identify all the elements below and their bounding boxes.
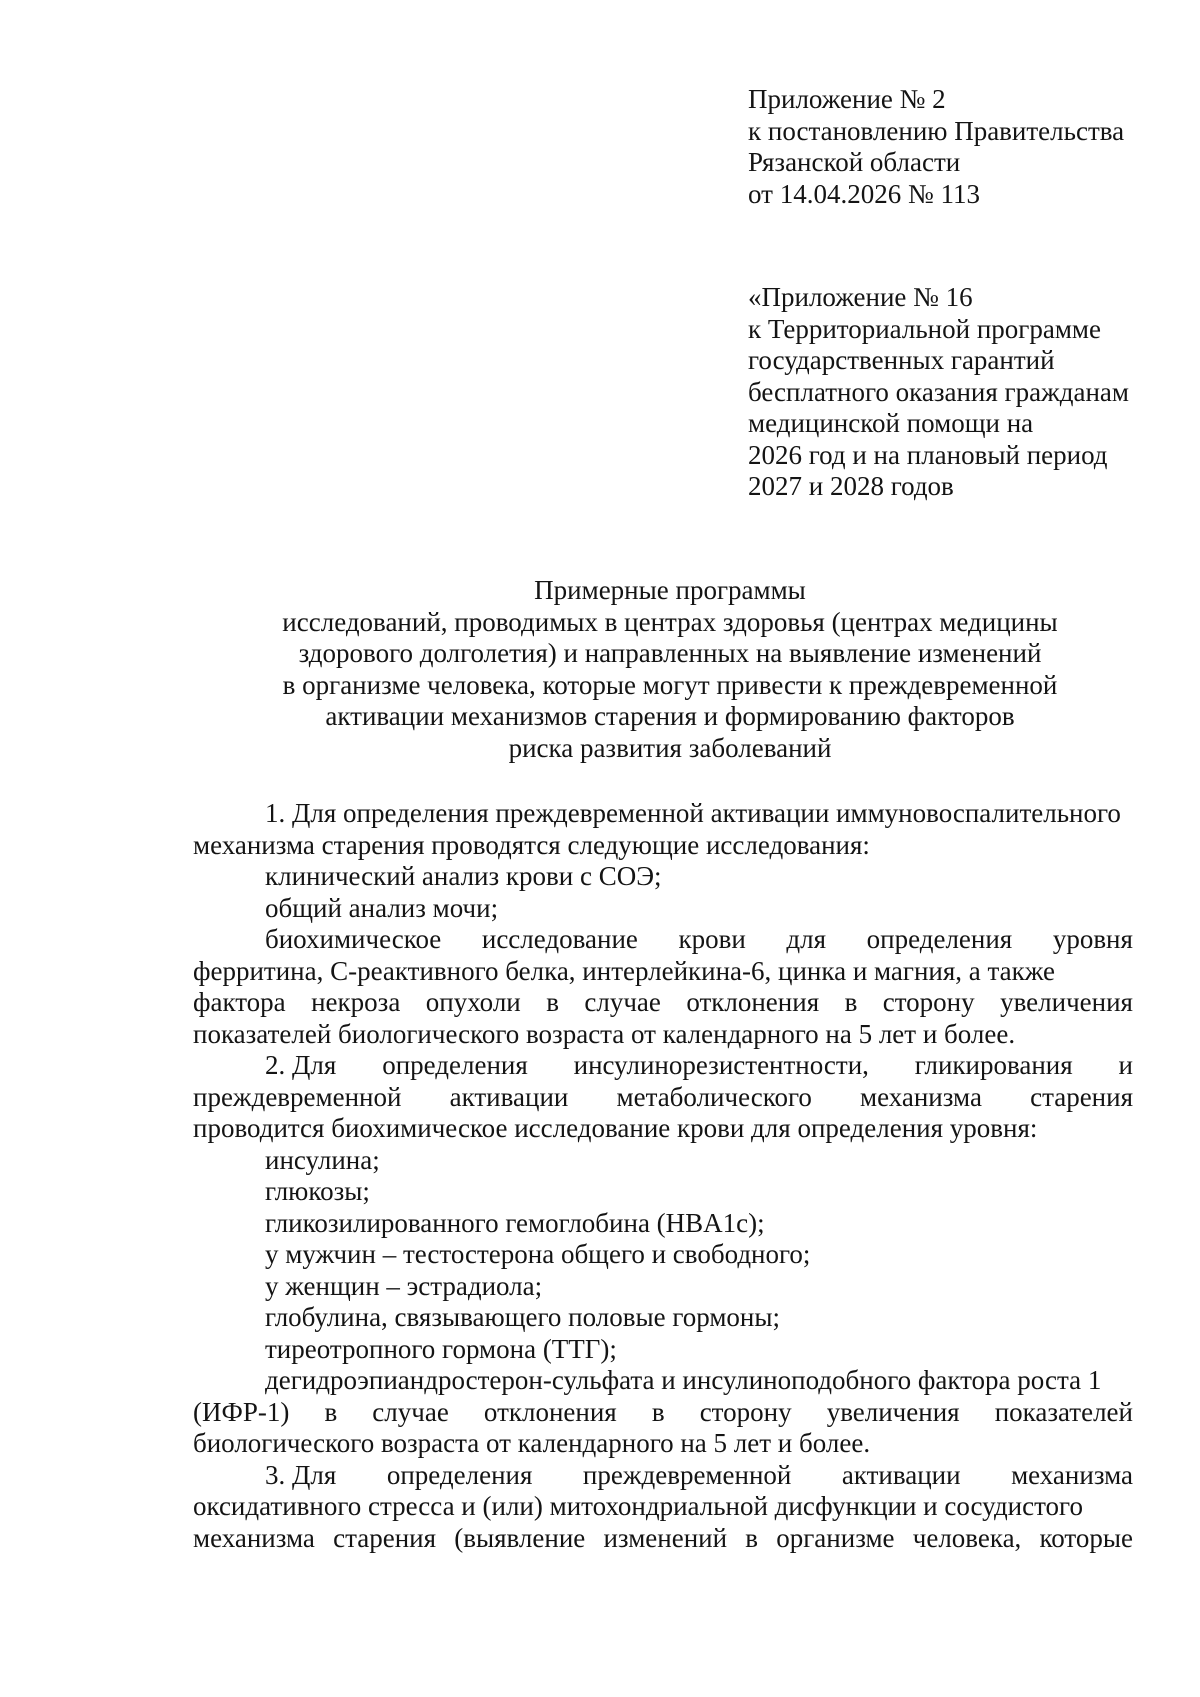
title-line: здорового долголетия) и направленных на выявление изменений: [298, 638, 1042, 668]
word: в: [546, 987, 559, 1017]
word: уровня: [1052, 924, 1133, 954]
appendix-2-line: от 14.04.2026 № 113: [748, 178, 980, 209]
list-item: глюкозы;: [265, 1176, 370, 1206]
word: механизма: [1011, 1459, 1133, 1490]
list-item: у мужчин – тестостерона общего и свободного;: [265, 1239, 811, 1269]
word: случае: [372, 1396, 449, 1427]
title-line: исследований, проводимых в центрах здоровья (центрах медицины: [282, 606, 1058, 637]
word: метаболического: [616, 1081, 812, 1112]
word: человека,: [912, 1522, 1022, 1553]
justified-line: [193, 1050, 1133, 1082]
word: для: [786, 924, 827, 954]
appendix-2-line: Рязанской области: [748, 147, 961, 177]
word: увеличения: [826, 1396, 960, 1427]
justified-line: [193, 1460, 1133, 1492]
word: отклонения: [686, 987, 820, 1017]
word: гликирования: [914, 1050, 1073, 1080]
document-title: [120, 575, 1200, 764]
word: некроза: [311, 987, 401, 1017]
list-item: у женщин – эстрадиола;: [265, 1270, 543, 1301]
appendix-16-header: [748, 282, 1129, 503]
list-item: дегидроэпиандростерон-сульфата и инсулиноподобного фактора роста 1: [265, 1365, 1102, 1395]
paragraph-line: ферритина, С-реактивного белка, интерлейкина-6, цинка и магния, а также: [193, 955, 1056, 986]
title-line: активации механизмов старения и формированию факторов: [325, 701, 1015, 731]
word: 3. Для: [265, 1459, 337, 1490]
paragraph-line: показателей биологического возраста от календарного на 5 лет и более.: [193, 1018, 1016, 1049]
word: активации: [449, 1081, 569, 1112]
word: инсулинорезистентности,: [573, 1050, 869, 1080]
word: которые: [1039, 1522, 1133, 1553]
justified-line: [193, 1523, 1133, 1555]
justified-line: [193, 1397, 1133, 1429]
word: активации: [841, 1459, 961, 1490]
appendix-16-line: медицинской помощи на: [748, 408, 1034, 438]
word: 2. Для: [265, 1050, 337, 1080]
paragraph-1-line: механизма старения проводятся следующие исследования:: [193, 829, 870, 860]
word: опухоли: [425, 987, 521, 1017]
list-item: общий анализ мочи;: [265, 892, 499, 923]
word: сторону: [882, 987, 975, 1017]
word: в: [324, 1396, 338, 1427]
paragraph-1-line: 1. Для определения преждевременной активации иммуновоспалительного: [265, 798, 1121, 828]
word: увеличения: [1000, 987, 1133, 1017]
word: старения: [1030, 1081, 1133, 1112]
word: в: [651, 1396, 665, 1427]
paragraph-line: оксидативного стресса и (или) митохондриальной дисфункции и сосудистого: [193, 1491, 1083, 1521]
word: (ИФР-1): [193, 1396, 290, 1427]
appendix-16-line: 2026 год и на плановый период: [748, 439, 1108, 470]
document-body: [193, 798, 1133, 1554]
list-item: тиреотропного гормона (ТТГ);: [265, 1333, 617, 1364]
word: определения: [382, 1050, 528, 1080]
title-line: Примерные программы: [534, 575, 806, 605]
word: старения: [333, 1522, 437, 1553]
word: определения: [386, 1459, 533, 1490]
paragraph-line: биологического возраста от календарного на 5 лет и более.: [193, 1428, 871, 1458]
word: механизма: [193, 1522, 315, 1553]
appendix-16-line: «Приложение № 16: [748, 282, 973, 312]
word: механизма: [860, 1081, 982, 1112]
list-item: гликозилированного гемоглобина (HBA1c);: [265, 1207, 765, 1238]
word: преждевременной: [193, 1081, 402, 1112]
appendix-2-line: Приложение № 2: [748, 84, 946, 114]
word: определения: [866, 924, 1013, 954]
word: изменений: [603, 1522, 728, 1553]
appendix-16-line: 2027 и 2028 годов: [748, 471, 954, 501]
appendix-16-line: бесплатного оказания гражданам: [748, 376, 1129, 407]
title-line: в организме человека, которые могут привести к преждевременной: [282, 669, 1058, 700]
word: показателей: [994, 1396, 1133, 1427]
list-item: инсулина;: [265, 1144, 380, 1175]
paragraph-line: проводится биохимическое исследование крови для определения уровня:: [193, 1113, 1038, 1143]
word: сторону: [699, 1396, 792, 1427]
word: и: [1118, 1050, 1133, 1080]
appendix-16-line: к Территориальной программе: [748, 313, 1101, 344]
word: отклонения: [483, 1396, 617, 1427]
title-line: риска развития заболеваний: [508, 732, 832, 763]
word: в: [844, 987, 858, 1017]
word: крови: [678, 924, 746, 954]
word: в: [745, 1522, 759, 1553]
word: организме: [776, 1522, 895, 1553]
word: случае: [584, 987, 661, 1017]
word: исследование: [481, 924, 638, 954]
word: фактора: [193, 987, 286, 1017]
justified-line: [193, 1082, 1133, 1114]
word: (выявление: [454, 1522, 586, 1553]
appendix-2-line: к постановлению Правительства: [748, 115, 1125, 146]
appendix-16-line: государственных гарантий: [748, 345, 1055, 375]
list-item: глобулина, связывающего половые гормоны;: [265, 1302, 780, 1332]
list-item: клинический анализ крови с СОЭ;: [265, 861, 662, 891]
justified-line: [193, 987, 1133, 1019]
word: биохимическое: [265, 924, 442, 954]
appendix-2-header: [748, 84, 1124, 210]
word: преждевременной: [582, 1459, 792, 1490]
justified-line: [193, 924, 1133, 956]
